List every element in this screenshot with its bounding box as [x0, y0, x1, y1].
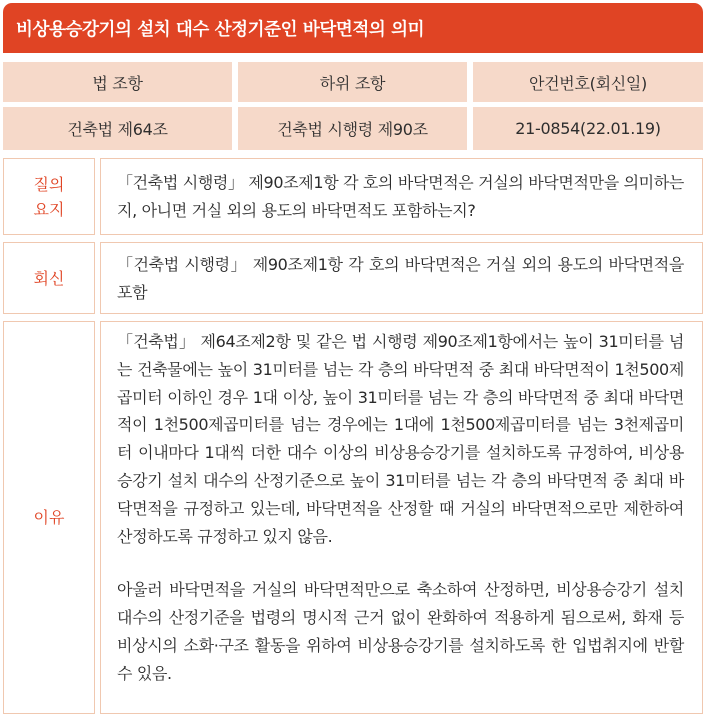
- reason-body: [100, 321, 703, 714]
- header-case-number-label: 안건번호(회신일): [529, 73, 647, 93]
- reason-label-text: 이유: [33, 508, 65, 527]
- answer-text: 「건축법 시행령」 제90조제1항 각 호의 바닥면적은 거실 외의 용도의 바닥면적을 포함: [117, 255, 684, 302]
- title-bar: [3, 3, 703, 53]
- answer-label-text: 회신: [33, 268, 65, 288]
- answer-label: [3, 242, 95, 314]
- reason-paragraph-2: 아울러 바닥면적을 거실의 바닥면적만으로 축소하여 산정하면, 비상용승강기 설치 대수의 산정기준을 법령의 명시적 근거 없이 완화하여 적용하게 됨으로써, 화재 등 비상시의 소화·구조 활동을 위하여 비상용승강기를 설치하도록 한 입법취지에 반할 수 있음.: [117, 580, 684, 683]
- question-label-line2: 요지: [33, 199, 65, 219]
- value-case-number-text: 21-0854(22.01.19): [515, 119, 661, 138]
- value-law-article: [3, 107, 232, 150]
- value-sub-article: [238, 107, 467, 150]
- question-body: [100, 158, 703, 235]
- question-label-line1: 질의: [33, 174, 65, 194]
- header-law-article: [3, 62, 232, 102]
- value-sub-article-text: 건축법 시행령 제90조: [277, 120, 428, 139]
- reason-paragraph-1: 「건축법」 제64조제2항 및 같은 법 시행령 제90조제1항에서는 높이 31미터를 넘는 건축물에는 높이 31미터를 넘는 각 층의 바닥면적 중 최대 바닥면적이 1천500제곱미터 이하인 경우 1대 이상, 높이 31미터를 넘는 각 층의 바닥면적 중 최대 바닥면적이 1천500제곱미터를 넘는 경우에는 1대에 1천500제곱미터를 넘는 3천제곱미터 이내마다 1대씩 더한 대수 이상의 비상용승강기를 설치하도록 규정하여, 비상용승강기 설치 대수의 산정기준으로 높이 31미터를 넘는 각 층의 바닥면적 중 최대 바닥면적을 규정하고 있는데, 바닥면적을 산정할 때 거실의 바닥면적으로만 제한하여 산정하도록 규정하고 있지 않음.: [117, 332, 684, 546]
- header-case-number: [473, 62, 703, 102]
- header-law-article-label: 법 조항: [92, 73, 143, 93]
- question-text: 「건축법 시행령」 제90조제1항 각 호의 바닥면적은 거실의 바닥면적만을 의미하는지, 아니면 거실 외의 용도의 바닥면적도 포함하는지?: [117, 173, 684, 220]
- document-title: 비상용승강기의 설치 대수 산정기준인 바닥면적의 의미: [16, 19, 425, 40]
- answer-body: [100, 242, 703, 314]
- header-sub-article-label: 하위 조항: [319, 73, 386, 93]
- header-sub-article: [238, 62, 467, 102]
- reason-label: [3, 321, 95, 714]
- question-label: [3, 158, 95, 235]
- value-law-article-text: 건축법 제64조: [67, 120, 168, 139]
- value-case-number: [473, 107, 703, 150]
